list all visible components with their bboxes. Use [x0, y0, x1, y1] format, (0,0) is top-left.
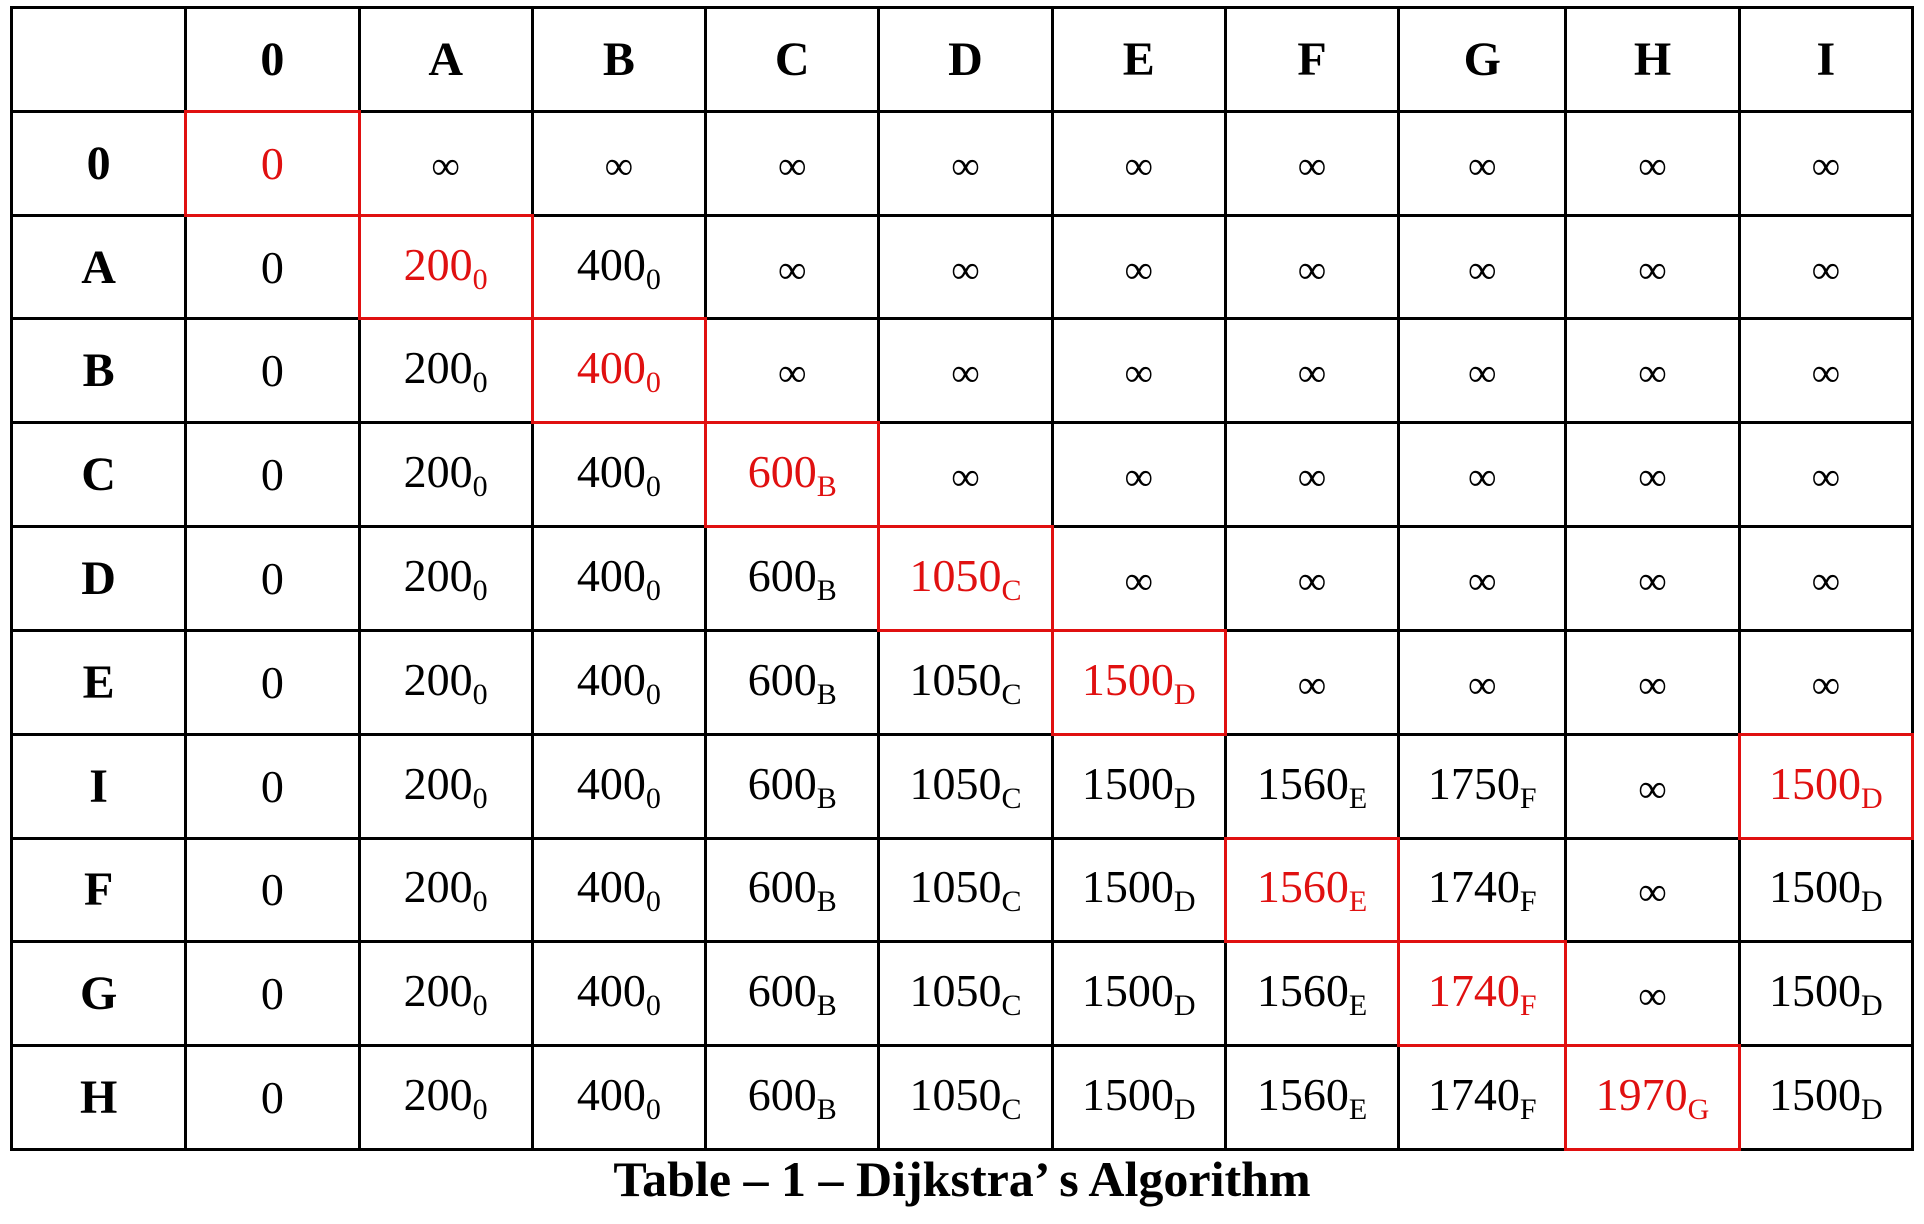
predecessor-subscript: D: [1173, 677, 1196, 711]
distance-value: 1050: [909, 549, 1002, 601]
row-header: E: [12, 630, 186, 734]
distance-value: 0: [260, 449, 284, 501]
infinity-value: ∞: [1811, 246, 1841, 292]
distance-value: 600: [747, 1069, 817, 1121]
infinity-value: ∞: [1467, 142, 1497, 188]
row-header: H: [12, 1046, 186, 1150]
predecessor-subscript: 0: [472, 677, 488, 711]
distance-cell: [1739, 215, 1912, 319]
distance-cell: [1739, 1046, 1912, 1150]
predecessor-subscript: 0: [645, 989, 661, 1023]
selected-distance-cell: [1399, 942, 1566, 1046]
distance-cell: [879, 319, 1052, 423]
distance-value: 1500: [1768, 965, 1861, 1017]
infinity-value: ∞: [1638, 973, 1667, 1019]
distance-cell: [1225, 319, 1398, 423]
predecessor-subscript: F: [1519, 1093, 1537, 1127]
distance-value: 1050: [909, 653, 1002, 705]
distance-cell: [1225, 1046, 1398, 1150]
distance-value: 0: [260, 1072, 284, 1124]
selected-distance-cell: [1566, 1046, 1739, 1150]
dijkstra-table: [10, 6, 1914, 1151]
infinity-value: ∞: [951, 454, 980, 500]
distance-value: 400: [576, 342, 646, 394]
row-header: A: [12, 215, 186, 319]
distance-cell: [706, 734, 879, 838]
distance-cell: [359, 423, 532, 527]
infinity-value: ∞: [1124, 454, 1153, 500]
predecessor-subscript: 0: [472, 366, 488, 400]
distance-value: 600: [747, 549, 817, 601]
predecessor-subscript: 0: [645, 470, 661, 504]
predecessor-subscript: C: [1001, 1093, 1022, 1127]
predecessor-subscript: B: [816, 573, 837, 607]
distance-value: 600: [747, 965, 817, 1017]
distance-cell: [532, 423, 705, 527]
column-header: D: [879, 8, 1052, 112]
column-header: A: [359, 8, 532, 112]
distance-cell: [1739, 423, 1912, 527]
predecessor-subscript: B: [816, 1093, 837, 1127]
predecessor-subscript: D: [1173, 885, 1196, 919]
infinity-value: ∞: [1638, 350, 1667, 396]
distance-value: 1560: [1256, 965, 1349, 1017]
distance-cell: [1052, 527, 1225, 631]
distance-cell: [532, 838, 705, 942]
distance-cell: [1566, 527, 1739, 631]
predecessor-subscript: B: [816, 470, 837, 504]
distance-cell: [1399, 1046, 1566, 1150]
distance-value: 1500: [1081, 1069, 1174, 1121]
column-header: B: [532, 8, 705, 112]
selected-distance-cell: [186, 111, 359, 215]
distance-value: 1740: [1427, 965, 1520, 1017]
distance-cell: [1052, 942, 1225, 1046]
distance-value: 400: [576, 757, 646, 809]
distance-value: 200: [403, 238, 473, 290]
predecessor-subscript: D: [1860, 989, 1883, 1023]
distance-value: 1500: [1768, 861, 1861, 913]
predecessor-subscript: 0: [472, 1093, 488, 1127]
predecessor-subscript: D: [1860, 781, 1883, 815]
predecessor-subscript: E: [1348, 1093, 1368, 1127]
distance-cell: [1566, 734, 1739, 838]
table-row: [12, 838, 1913, 942]
predecessor-subscript: F: [1519, 885, 1537, 919]
infinity-value: ∞: [1467, 661, 1497, 707]
distance-cell: [879, 423, 1052, 527]
selected-distance-cell: [706, 423, 879, 527]
distance-value: 0: [260, 552, 284, 604]
column-header: C: [706, 8, 879, 112]
distance-cell: [186, 423, 359, 527]
predecessor-subscript: C: [1001, 885, 1022, 919]
predecessor-subscript: 0: [645, 781, 661, 815]
infinity-value: ∞: [1638, 765, 1667, 811]
infinity-value: ∞: [1124, 350, 1153, 396]
distance-value: 1050: [909, 1069, 1002, 1121]
distance-cell: [532, 111, 705, 215]
distance-cell: [1399, 734, 1566, 838]
distance-cell: [706, 527, 879, 631]
distance-cell: [879, 630, 1052, 734]
table-caption: Table – 1 – Dijkstra’ s Algorithm: [613, 1151, 1311, 1207]
infinity-value: ∞: [1297, 454, 1327, 500]
distance-value: 400: [576, 238, 646, 290]
distance-cell: [186, 215, 359, 319]
distance-cell: [1739, 319, 1912, 423]
distance-value: 400: [576, 965, 646, 1017]
distance-cell: [706, 111, 879, 215]
row-header: C: [12, 423, 186, 527]
distance-cell: [1052, 734, 1225, 838]
distance-cell: [1399, 111, 1566, 215]
distance-value: 1560: [1256, 1069, 1349, 1121]
predecessor-subscript: E: [1348, 781, 1368, 815]
infinity-value: ∞: [1467, 557, 1497, 603]
infinity-value: ∞: [777, 246, 807, 292]
distance-cell: [879, 111, 1052, 215]
distance-value: 1970: [1595, 1069, 1688, 1121]
predecessor-subscript: 0: [645, 366, 661, 400]
infinity-value: ∞: [1638, 142, 1667, 188]
distance-cell: [706, 630, 879, 734]
distance-value: 200: [403, 342, 473, 394]
predecessor-subscript: B: [816, 885, 837, 919]
column-header: F: [1225, 8, 1398, 112]
distance-cell: [1225, 630, 1398, 734]
distance-cell: [879, 838, 1052, 942]
infinity-value: ∞: [1811, 661, 1841, 707]
predecessor-subscript: 0: [472, 781, 488, 815]
distance-cell: [1739, 630, 1912, 734]
distance-value: 1740: [1427, 861, 1520, 913]
distance-value: 200: [403, 549, 473, 601]
distance-value: 1750: [1427, 757, 1520, 809]
distance-value: 400: [576, 653, 646, 705]
distance-cell: [879, 215, 1052, 319]
infinity-value: ∞: [1124, 557, 1153, 603]
distance-value: 1740: [1427, 1069, 1520, 1121]
distance-value: 600: [747, 861, 817, 913]
distance-cell: [1225, 215, 1398, 319]
distance-value: 1500: [1081, 965, 1174, 1017]
infinity-value: ∞: [1638, 869, 1667, 915]
infinity-value: ∞: [1124, 246, 1153, 292]
infinity-value: ∞: [1297, 350, 1327, 396]
predecessor-subscript: F: [1519, 989, 1537, 1023]
infinity-value: ∞: [1297, 661, 1327, 707]
distance-value: 1050: [909, 965, 1002, 1017]
distance-value: 600: [747, 757, 817, 809]
distance-cell: [1225, 423, 1398, 527]
distance-value: 200: [403, 653, 473, 705]
distance-cell: [879, 734, 1052, 838]
infinity-value: ∞: [1467, 454, 1497, 500]
row-header: I: [12, 734, 186, 838]
distance-value: 0: [260, 864, 284, 916]
infinity-value: ∞: [1297, 246, 1327, 292]
predecessor-subscript: D: [1173, 781, 1196, 815]
distance-cell: [706, 319, 879, 423]
distance-value: 1500: [1081, 757, 1174, 809]
distance-value: 0: [260, 968, 284, 1020]
table-row: [12, 215, 1913, 319]
distance-value: 1500: [1081, 653, 1174, 705]
selected-distance-cell: [1052, 630, 1225, 734]
predecessor-subscript: 0: [645, 262, 661, 296]
distance-cell: [1399, 630, 1566, 734]
distance-cell: [186, 1046, 359, 1150]
predecessor-subscript: C: [1001, 677, 1022, 711]
selected-distance-cell: [532, 319, 705, 423]
infinity-value: ∞: [951, 350, 980, 396]
table-row: [12, 423, 1913, 527]
distance-value: 1500: [1768, 757, 1861, 809]
predecessor-subscript: C: [1001, 989, 1022, 1023]
distance-cell: [359, 734, 532, 838]
distance-cell: [1739, 527, 1912, 631]
distance-cell: [879, 942, 1052, 1046]
distance-cell: [706, 942, 879, 1046]
infinity-value: ∞: [1467, 246, 1497, 292]
distance-cell: [1225, 734, 1398, 838]
table-row: [12, 527, 1913, 631]
distance-cell: [186, 630, 359, 734]
distance-cell: [1566, 111, 1739, 215]
distance-value: 400: [576, 861, 646, 913]
distance-value: 0: [260, 760, 284, 812]
distance-value: 200: [403, 965, 473, 1017]
predecessor-subscript: B: [816, 677, 837, 711]
header-row: [12, 8, 1913, 112]
infinity-value: ∞: [951, 246, 980, 292]
distance-value: 600: [747, 446, 817, 498]
distance-cell: [532, 734, 705, 838]
distance-cell: [879, 1046, 1052, 1150]
distance-cell: [532, 1046, 705, 1150]
distance-cell: [359, 111, 532, 215]
distance-cell: [186, 838, 359, 942]
distance-cell: [532, 215, 705, 319]
table-row: [12, 734, 1913, 838]
predecessor-subscript: 0: [472, 573, 488, 607]
distance-cell: [1739, 111, 1912, 215]
distance-cell: [359, 630, 532, 734]
distance-value: 200: [403, 1069, 473, 1121]
row-header: 0: [12, 111, 186, 215]
distance-cell: [359, 319, 532, 423]
predecessor-subscript: B: [816, 989, 837, 1023]
column-header: I: [1739, 8, 1912, 112]
column-header: 0: [186, 8, 359, 112]
distance-cell: [532, 527, 705, 631]
infinity-value: ∞: [1467, 350, 1497, 396]
column-header: H: [1566, 8, 1739, 112]
distance-cell: [706, 838, 879, 942]
predecessor-subscript: D: [1860, 1093, 1883, 1127]
distance-cell: [359, 527, 532, 631]
distance-cell: [1566, 215, 1739, 319]
infinity-value: ∞: [1297, 142, 1327, 188]
distance-cell: [1225, 527, 1398, 631]
table-row: [12, 630, 1913, 734]
corner-cell: [12, 8, 186, 112]
distance-cell: [1225, 942, 1398, 1046]
distance-cell: [1399, 527, 1566, 631]
distance-cell: [1566, 838, 1739, 942]
predecessor-subscript: D: [1173, 989, 1196, 1023]
distance-value: 1500: [1081, 861, 1174, 913]
distance-cell: [1052, 215, 1225, 319]
distance-value: 1050: [909, 861, 1002, 913]
distance-cell: [532, 942, 705, 1046]
infinity-value: ∞: [1811, 142, 1841, 188]
row-header: B: [12, 319, 186, 423]
infinity-value: ∞: [777, 350, 807, 396]
predecessor-subscript: C: [1001, 573, 1022, 607]
predecessor-subscript: G: [1687, 1093, 1710, 1127]
predecessor-subscript: D: [1860, 885, 1883, 919]
distance-cell: [359, 838, 532, 942]
distance-cell: [1739, 838, 1912, 942]
distance-value: 1560: [1256, 861, 1349, 913]
infinity-value: ∞: [951, 142, 980, 188]
distance-cell: [186, 942, 359, 1046]
distance-cell: [532, 630, 705, 734]
predecessor-subscript: 0: [645, 885, 661, 919]
distance-cell: [359, 1046, 532, 1150]
distance-cell: [1052, 423, 1225, 527]
row-header: D: [12, 527, 186, 631]
predecessor-subscript: 0: [472, 989, 488, 1023]
predecessor-subscript: 0: [472, 262, 488, 296]
distance-value: 600: [747, 653, 817, 705]
predecessor-subscript: 0: [472, 470, 488, 504]
distance-cell: [1566, 942, 1739, 1046]
distance-value: 0: [260, 345, 284, 397]
infinity-value: ∞: [431, 142, 460, 188]
distance-cell: [186, 527, 359, 631]
distance-cell: [359, 942, 532, 1046]
distance-cell: [1399, 319, 1566, 423]
distance-value: 400: [576, 1069, 646, 1121]
distance-cell: [706, 215, 879, 319]
distance-value: 0: [260, 241, 284, 293]
selected-distance-cell: [879, 527, 1052, 631]
column-header: G: [1399, 8, 1566, 112]
predecessor-subscript: F: [1519, 781, 1537, 815]
distance-value: 400: [576, 549, 646, 601]
row-header: G: [12, 942, 186, 1046]
predecessor-subscript: 0: [645, 573, 661, 607]
predecessor-subscript: 0: [472, 885, 488, 919]
selected-distance-cell: [1739, 734, 1912, 838]
infinity-value: ∞: [1638, 557, 1667, 603]
distance-cell: [1399, 838, 1566, 942]
distance-cell: [706, 1046, 879, 1150]
row-header: F: [12, 838, 186, 942]
infinity-value: ∞: [1811, 350, 1841, 396]
table-row: [12, 111, 1913, 215]
distance-cell: [186, 734, 359, 838]
selected-distance-cell: [1225, 838, 1398, 942]
predecessor-subscript: E: [1348, 989, 1368, 1023]
distance-value: 200: [403, 861, 473, 913]
distance-value: 400: [576, 446, 646, 498]
distance-cell: [1225, 111, 1398, 215]
predecessor-subscript: B: [816, 781, 837, 815]
infinity-value: ∞: [1638, 661, 1667, 707]
distance-value: 0: [260, 137, 284, 189]
predecessor-subscript: 0: [645, 1093, 661, 1127]
distance-cell: [1052, 111, 1225, 215]
predecessor-subscript: C: [1001, 781, 1022, 815]
predecessor-subscript: E: [1348, 885, 1368, 919]
distance-cell: [1399, 215, 1566, 319]
table-row: [12, 942, 1913, 1046]
distance-cell: [1052, 1046, 1225, 1150]
infinity-value: ∞: [777, 142, 807, 188]
distance-value: 200: [403, 757, 473, 809]
distance-value: 0: [260, 656, 284, 708]
distance-cell: [1566, 423, 1739, 527]
table-row: [12, 1046, 1913, 1150]
infinity-value: ∞: [604, 142, 634, 188]
distance-value: 1500: [1768, 1069, 1861, 1121]
selected-distance-cell: [359, 215, 532, 319]
distance-cell: [1052, 319, 1225, 423]
predecessor-subscript: 0: [645, 677, 661, 711]
distance-cell: [1052, 838, 1225, 942]
distance-cell: [186, 319, 359, 423]
infinity-value: ∞: [1638, 246, 1667, 292]
distance-value: 1050: [909, 757, 1002, 809]
infinity-value: ∞: [1811, 557, 1841, 603]
distance-cell: [1399, 423, 1566, 527]
infinity-value: ∞: [1638, 454, 1667, 500]
infinity-value: ∞: [1811, 454, 1841, 500]
distance-value: 1560: [1256, 757, 1349, 809]
distance-value: 200: [403, 446, 473, 498]
table-body: [12, 8, 1913, 1150]
distance-cell: [1566, 319, 1739, 423]
infinity-value: ∞: [1297, 557, 1327, 603]
distance-cell: [1566, 630, 1739, 734]
table-row: [12, 319, 1913, 423]
predecessor-subscript: D: [1173, 1093, 1196, 1127]
infinity-value: ∞: [1124, 142, 1153, 188]
column-header: E: [1052, 8, 1225, 112]
distance-cell: [1739, 942, 1912, 1046]
